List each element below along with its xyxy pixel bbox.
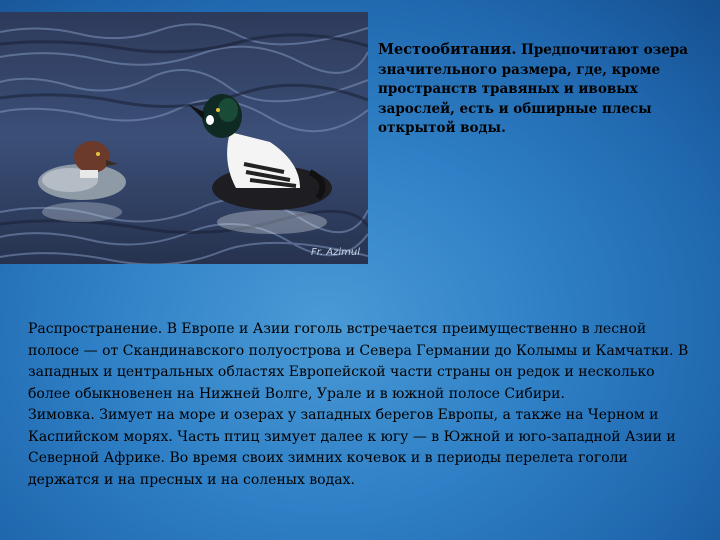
body-text [28, 319, 698, 491]
duck-image [0, 12, 368, 264]
wintering-paragraph: Зимовка. Зимует на море и озерах у западных берегов Европы, а также на Черном и Каспийском морях. Часть птиц зимует далее к югу — в Южной и юго-западной Азии и Северной Африке. Во время своих зимних кочевок и в периоды перелета гоголи держатся и на пресных и на соленых водах. [28, 407, 676, 488]
habitat-heading: Местообитания. [378, 41, 517, 58]
habitat-caption [378, 40, 698, 139]
goldeneye-photo [0, 12, 368, 264]
distribution-paragraph: Распространение. В Европе и Азии гоголь встречается преимущественно в лесной полосе — от Скандинавского полуострова и Севера Германии до Колымы и Камчатки. В западных и центральных областях Европейской части страны он редок и несколько более обыкновенен на Нижней Волге, Урале и в южной полосе Сибири. [28, 321, 689, 402]
photo-credit: Fr. Azimul [310, 247, 360, 258]
habitat-text: Предпочитают озера значительного размера, где, кроме пространств травяных и ивовых зарослей, есть и обширные плесы открытой воды. [378, 42, 689, 136]
